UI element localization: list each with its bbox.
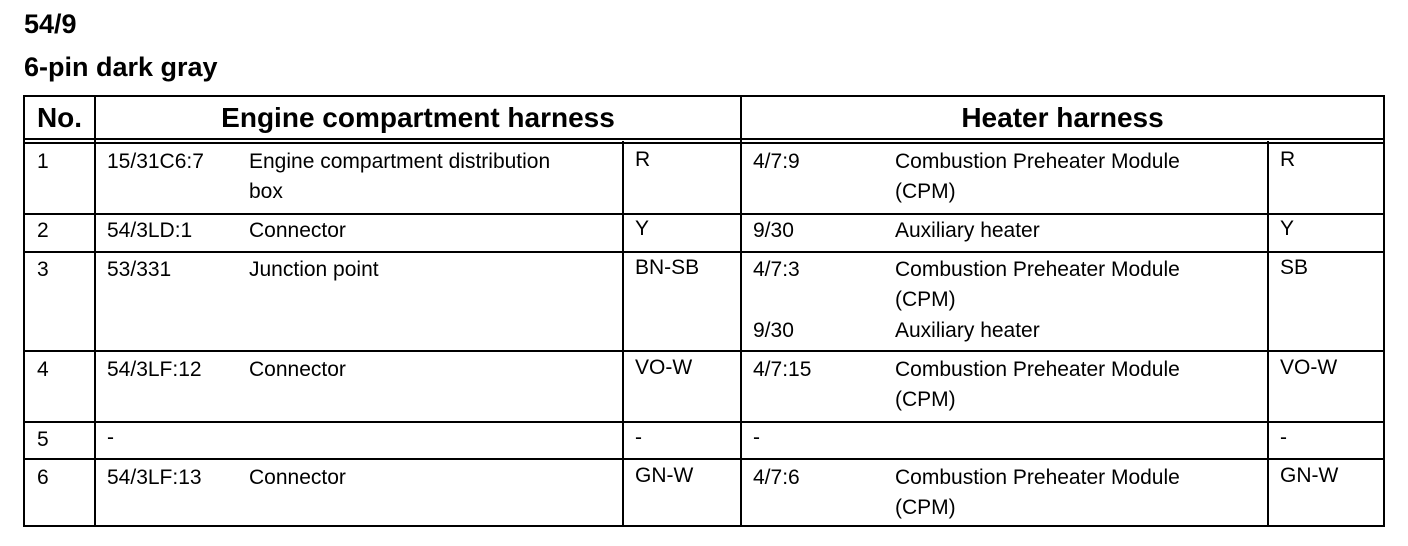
column-header-no: No.: [36, 102, 83, 133]
row-6-heater-color: GN-W: [1280, 464, 1339, 487]
row-4-engine-color: VO-W: [635, 356, 693, 379]
column-divider: [622, 141, 624, 525]
row-4-heater-id: 4/7:15: [753, 358, 812, 381]
row-4-heater-desc-line2: (CPM): [895, 388, 956, 411]
column-header-heater: Heater harness: [961, 102, 1164, 133]
row-3-engine-desc-line1: Junction point: [249, 258, 379, 281]
row-3-heater-1-desc-line2: (CPM): [895, 288, 956, 311]
row-5-engine-color: -: [635, 426, 642, 449]
row-1-engine-desc-line1: Engine compartment distribution: [249, 150, 551, 173]
row-1-heater-desc-line1: Combustion Preheater Module: [895, 150, 1180, 173]
column-divider: [740, 97, 742, 525]
row-rule: [25, 213, 1383, 215]
row-1-engine-id: 15/31C6:7: [107, 150, 204, 173]
row-1-heater-desc-line2: (CPM): [895, 180, 956, 203]
row-2-heater-id: 9/30: [753, 219, 794, 242]
row-2-heater-desc-line1: Auxiliary heater: [895, 219, 1040, 242]
row-6-pin: 6: [37, 466, 49, 489]
row-6-heater-id: 4/7:6: [753, 466, 800, 489]
header-rule: [25, 138, 1383, 140]
row-rule: [25, 458, 1383, 460]
row-1-heater-id: 4/7:9: [753, 150, 800, 173]
column-divider: [1267, 141, 1269, 525]
row-3-engine-color: BN-SB: [635, 256, 700, 279]
pinout-table: [23, 95, 1385, 527]
row-2-heater-color: Y: [1280, 217, 1295, 240]
row-1-pin: 1: [37, 150, 49, 173]
row-3-heater-1-id: 4/7:3: [753, 258, 800, 281]
row-4-engine-id: 54/3LF:12: [107, 358, 202, 381]
column-header-engine: Engine compartment harness: [221, 102, 615, 133]
row-4-heater-color: VO-W: [1280, 356, 1338, 379]
row-5-pin: 5: [37, 428, 49, 451]
row-2-engine-id: 54/3LD:1: [107, 219, 193, 242]
connector-description: 6-pin dark gray: [24, 52, 218, 82]
row-1-engine-color: R: [635, 148, 651, 171]
row-4-pin: 4: [37, 358, 49, 381]
header-rule: [25, 142, 1383, 144]
row-3-pin: 3: [37, 258, 49, 281]
row-rule: [25, 421, 1383, 423]
row-3-heater-1-desc-line1: Combustion Preheater Module: [895, 258, 1180, 281]
connector-code: 54/9: [24, 9, 77, 39]
row-5-heater-id: -: [753, 426, 760, 449]
row-3-heater-color: SB: [1280, 256, 1309, 279]
row-5-heater-color: -: [1280, 426, 1287, 449]
row-3-heater-2-desc-line1: Auxiliary heater: [895, 319, 1040, 342]
row-4-engine-desc-line1: Connector: [249, 358, 346, 381]
row-3-engine-id: 53/331: [107, 258, 172, 281]
row-2-engine-color: Y: [635, 217, 650, 240]
row-rule: [25, 251, 1383, 253]
column-divider: [94, 97, 96, 525]
row-3-heater-2-id: 9/30: [753, 319, 794, 342]
row-6-engine-color: GN-W: [635, 464, 694, 487]
row-1-engine-desc-line2: box: [249, 180, 283, 203]
row-6-heater-desc-line2: (CPM): [895, 496, 956, 519]
row-6-heater-desc-line1: Combustion Preheater Module: [895, 466, 1180, 489]
row-5-engine-id: -: [107, 426, 114, 449]
row-rule: [25, 350, 1383, 352]
row-6-engine-desc-line1: Connector: [249, 466, 346, 489]
row-2-pin: 2: [37, 219, 49, 242]
row-2-engine-desc-line1: Connector: [249, 219, 346, 242]
row-4-heater-desc-line1: Combustion Preheater Module: [895, 358, 1180, 381]
row-6-engine-id: 54/3LF:13: [107, 466, 202, 489]
row-1-heater-color: R: [1280, 148, 1296, 171]
